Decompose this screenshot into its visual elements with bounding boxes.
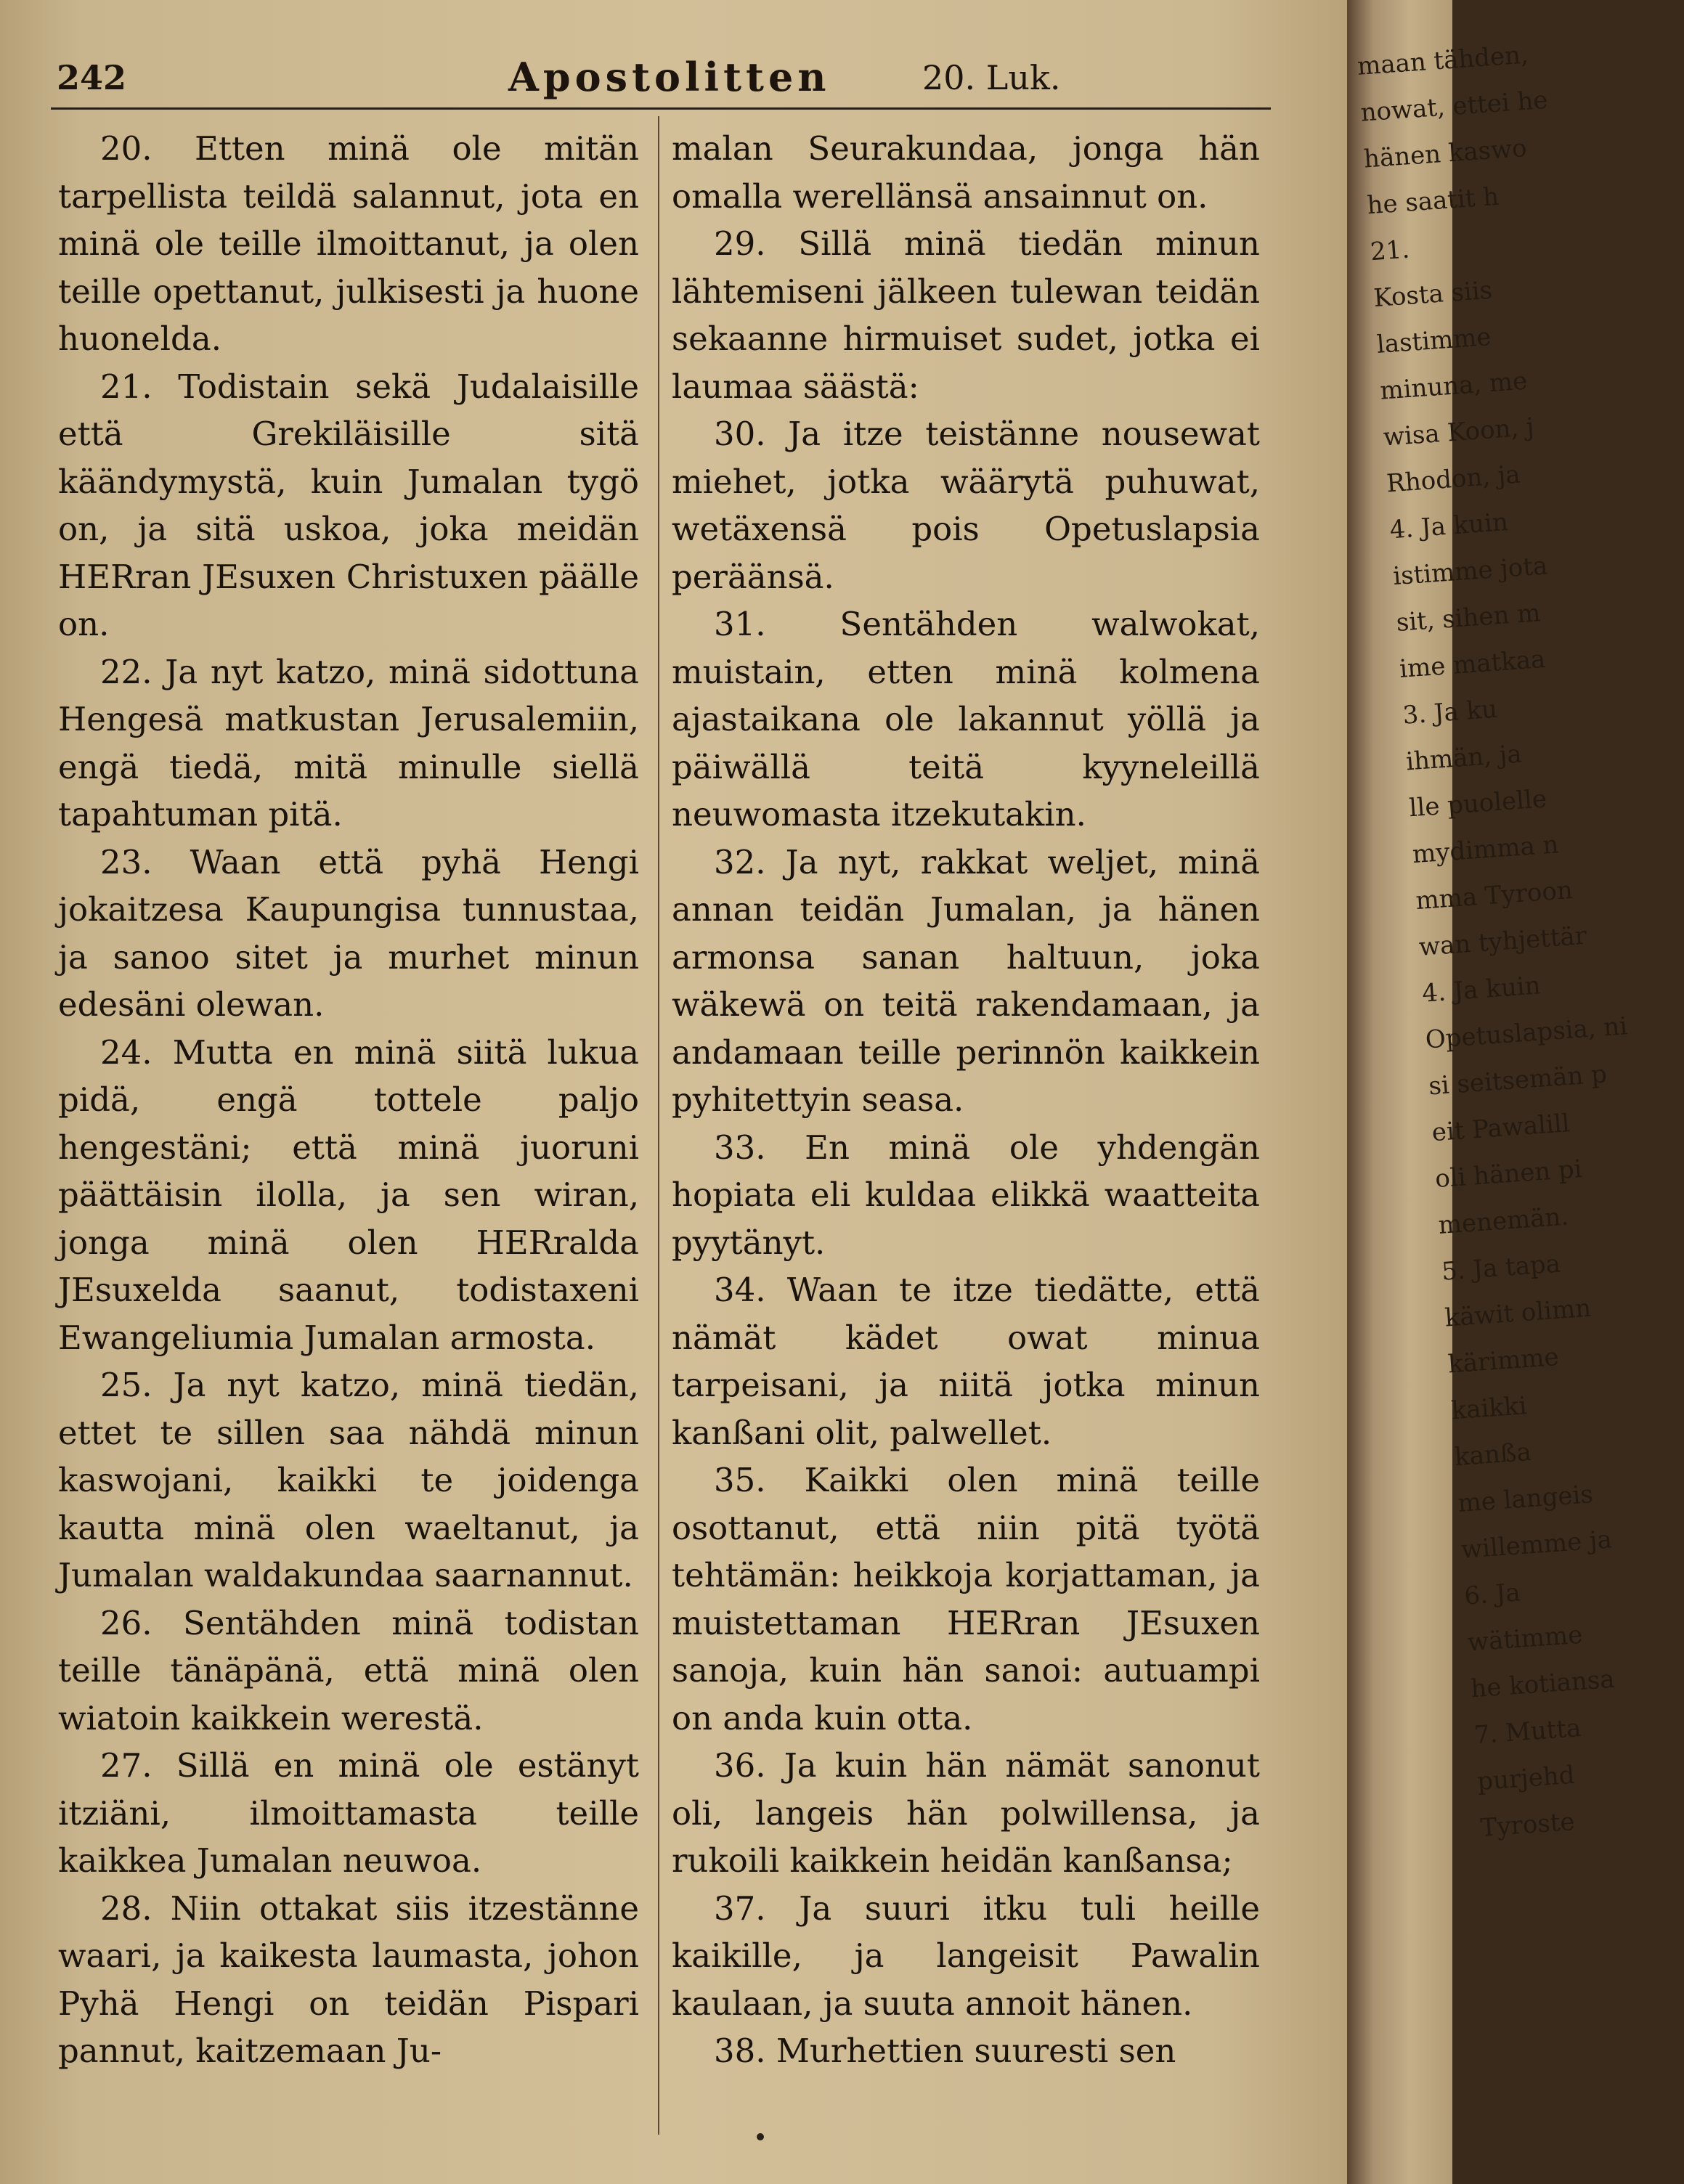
adjacent-page-text — [1356, 37, 1629, 1851]
verse-paragraph: 33. En minä ole yhdengän hopiata eli kuldaa elikkä waatteita pyytänyt. — [672, 1128, 1260, 1262]
adjacent-page-line: wätimme — [1466, 1620, 1584, 1658]
verse-paragraph: 27. Sillä en minä ole estänyt itziäni, ilmoittamasta teille kaikkea Jumalan neuwoa. — [58, 1746, 639, 1880]
adjacent-page-line: oli hänen pi — [1433, 1154, 1583, 1194]
verse-paragraph: 36. Ja kuin hän nämät sanonut oli, langeis hän polwillensa, ja rukoili kaikkein heidän kanßansa; — [672, 1746, 1260, 1880]
verse-paragraph: 24. Mutta en minä siitä lukua pidä, engä tottele paljo hengestäni; että minä juoruni päättäisin ilolla, ja sen wiran, jonga minä olen HERralda JEsuxelda saanut, todistaxeni Ewangeliumia Jumalan armosta. — [58, 1032, 639, 1357]
adjacent-page-line: he saatit h — [1366, 182, 1500, 221]
verse-paragraph: 22. Ja nyt katzo, minä sidottuna Hengesä matkustan Jerusalemiin, engä tiedä, mitä minulle siellä tapahtuman pitä. — [58, 652, 639, 834]
adjacent-page-line: 7. Mutta — [1473, 1714, 1582, 1751]
adjacent-page-line: lle puolelle — [1408, 784, 1548, 823]
verse-paragraph: 29. Sillä minä tiedän minun lähtemiseni jälkeen tulewan teidän sekaanne hirmuiset sudet, jotka ei laumaa säästä: — [672, 224, 1260, 406]
adjacent-page-line: wan tyhjettär — [1417, 921, 1588, 962]
verse-paragraph: 31. Sentähden walwokat, muistain, etten minä kolmena ajastaikana ole lakannut yöllä ja päiwällä teitä kyyneleillä neuwomasta itzekutakin. — [672, 605, 1260, 834]
adjacent-page-line: 6. Ja — [1463, 1578, 1521, 1611]
verse-paragraph: 35. Kaikki olen minä teille osottanut, että niin pitä työtä tehtämän: heikkoja korjattaman, ja muistettaman HERran JEsuxen sanoja, kuin hän sanoi: autuampi on anda kuin otta. — [672, 1461, 1260, 1737]
adjacent-page-line: käwit olimn — [1444, 1293, 1593, 1333]
adjacent-page-line: istimme jota — [1391, 551, 1549, 592]
adjacent-page-line: 3. Ja ku — [1402, 694, 1499, 730]
adjacent-page-line: Kosta siis — [1372, 275, 1494, 314]
adjacent-page-line: si seitsemän p — [1428, 1059, 1608, 1101]
adjacent-page-line: 21. — [1369, 235, 1411, 267]
adjacent-page-line: me langeis — [1457, 1480, 1594, 1519]
chapter-label: 20. Luk. — [922, 58, 1061, 97]
adjacent-page-line: mma Tyroon — [1415, 876, 1574, 916]
adjacent-page-line: minuna, me — [1379, 366, 1529, 406]
verse-paragraph: malan Seurakundaa, jonga hän omalla werellänsä ansainnut on. — [672, 129, 1260, 216]
adjacent-page-edge — [1347, 0, 1629, 2184]
page-number: 242 — [57, 58, 127, 97]
adjacent-page-line: Tyroste — [1479, 1806, 1576, 1843]
verse-paragraph: 37. Ja suuri itku tuli heille kaikille, ja langeisit Pawalin kaulaan, ja suuta annoit hänen. — [672, 1888, 1260, 2023]
adjacent-page-line: ihmän, ja — [1404, 739, 1523, 777]
adjacent-page-line: maan tähden, — [1356, 40, 1529, 81]
adjacent-page-line: eit Pawalill — [1431, 1109, 1571, 1148]
left-column — [58, 125, 639, 2075]
adjacent-page-line: sit, sihen m — [1395, 598, 1542, 638]
adjacent-page-line: kanßa — [1453, 1437, 1533, 1472]
adjacent-page-line: hänen kaswo — [1362, 133, 1528, 174]
adjacent-page-line: Opetuslapsia, ni — [1424, 1011, 1629, 1055]
adjacent-page-line: ime matkaa — [1398, 644, 1547, 684]
adjacent-page-line: he kotiansa — [1470, 1664, 1616, 1704]
ink-speck — [757, 2133, 764, 2140]
right-column — [672, 125, 1260, 2075]
verse-paragraph: 34. Waan te itze tiedätte, että nämät kädet owat minua tarpeisani, ja niitä jotka minun kanßani olit, palwellet. — [672, 1271, 1260, 1452]
header-rule — [51, 107, 1271, 110]
adjacent-page-line: willemme ja — [1460, 1525, 1614, 1565]
adjacent-page-line: wisa Koon, j — [1382, 412, 1535, 452]
column-divider — [658, 116, 659, 2135]
adjacent-page-line: mydimma n — [1411, 830, 1560, 870]
verse-paragraph: 25. Ja nyt katzo, minä tiedän, ettet te sillen saa nähdä minun kaswojani, kaikki te joidenga kautta minä olen waeltanut, ja Jumalan waldakundaa saarnannut. — [58, 1366, 639, 1594]
verse-paragraph: 21. Todistain sekä Judalaisille että Grekiläisille sitä käändymystä, kuin Jumalan tygö on, ja sitä uskoa, joka meidän HERran JEsuxen Christuxen päälle on. — [58, 367, 639, 643]
verse-paragraph: 23. Waan että pyhä Hengi jokaitzesa Kaupungisa tunnustaa, ja sanoo sitet ja murhet minun edesäni olewan. — [58, 842, 639, 1024]
adjacent-page-line: nowat, ettei he — [1359, 85, 1549, 128]
verse-paragraph: 26. Sentähden minä todistan teille tänäpänä, että minä olen wiatoin kaikkein werestä. — [58, 1603, 639, 1737]
adjacent-page-line: 4. Ja kuin — [1388, 508, 1510, 545]
verse-paragraph: 28. Niin ottakat siis itzestänne waari, ja kaikesta laumasta, johon Pyhä Hengi on teidän Pispari pannut, kaitzemaan Ju- — [58, 1888, 639, 2070]
adjacent-page-line: kärimme — [1447, 1342, 1560, 1380]
adjacent-page-line: lastimme — [1375, 322, 1492, 359]
verse-paragraph: 38. Murhettien suuresti sen — [714, 2032, 1176, 2070]
running-title: Apostolitten — [508, 54, 831, 100]
adjacent-page-line: menemän. — [1437, 1202, 1570, 1240]
adjacent-page-line: 5. Ja tapa — [1440, 1249, 1562, 1287]
page-header — [0, 44, 1347, 109]
adjacent-page-line: Rhodon, ja — [1386, 460, 1521, 499]
adjacent-page-line: purjehd — [1476, 1760, 1576, 1797]
adjacent-page-line: kaikki — [1450, 1391, 1528, 1426]
verse-paragraph: 32. Ja nyt, rakkat weljet, minä annan teidän Jumalan, ja hänen armonsa sanan haltuun, joka wäkewä on teitä rakendamaan, ja andamaan teille perinnön kaikkein pyhitettyin seasa. — [672, 842, 1260, 1119]
adjacent-page-line: 4. Ja kuin — [1421, 971, 1542, 1009]
verse-paragraph: 20. Etten minä ole mitän tarpellista teildä salannut, jota en minä ole teille ilmoittanut, ja olen teille opettanut, julkisesti ja huone huonelda. — [58, 129, 639, 358]
verse-paragraph: 30. Ja itze teistänne nousewat miehet, jotka wäärytä puhuwat, wetäxensä pois Opetuslapsia peräänsä. — [672, 415, 1260, 596]
